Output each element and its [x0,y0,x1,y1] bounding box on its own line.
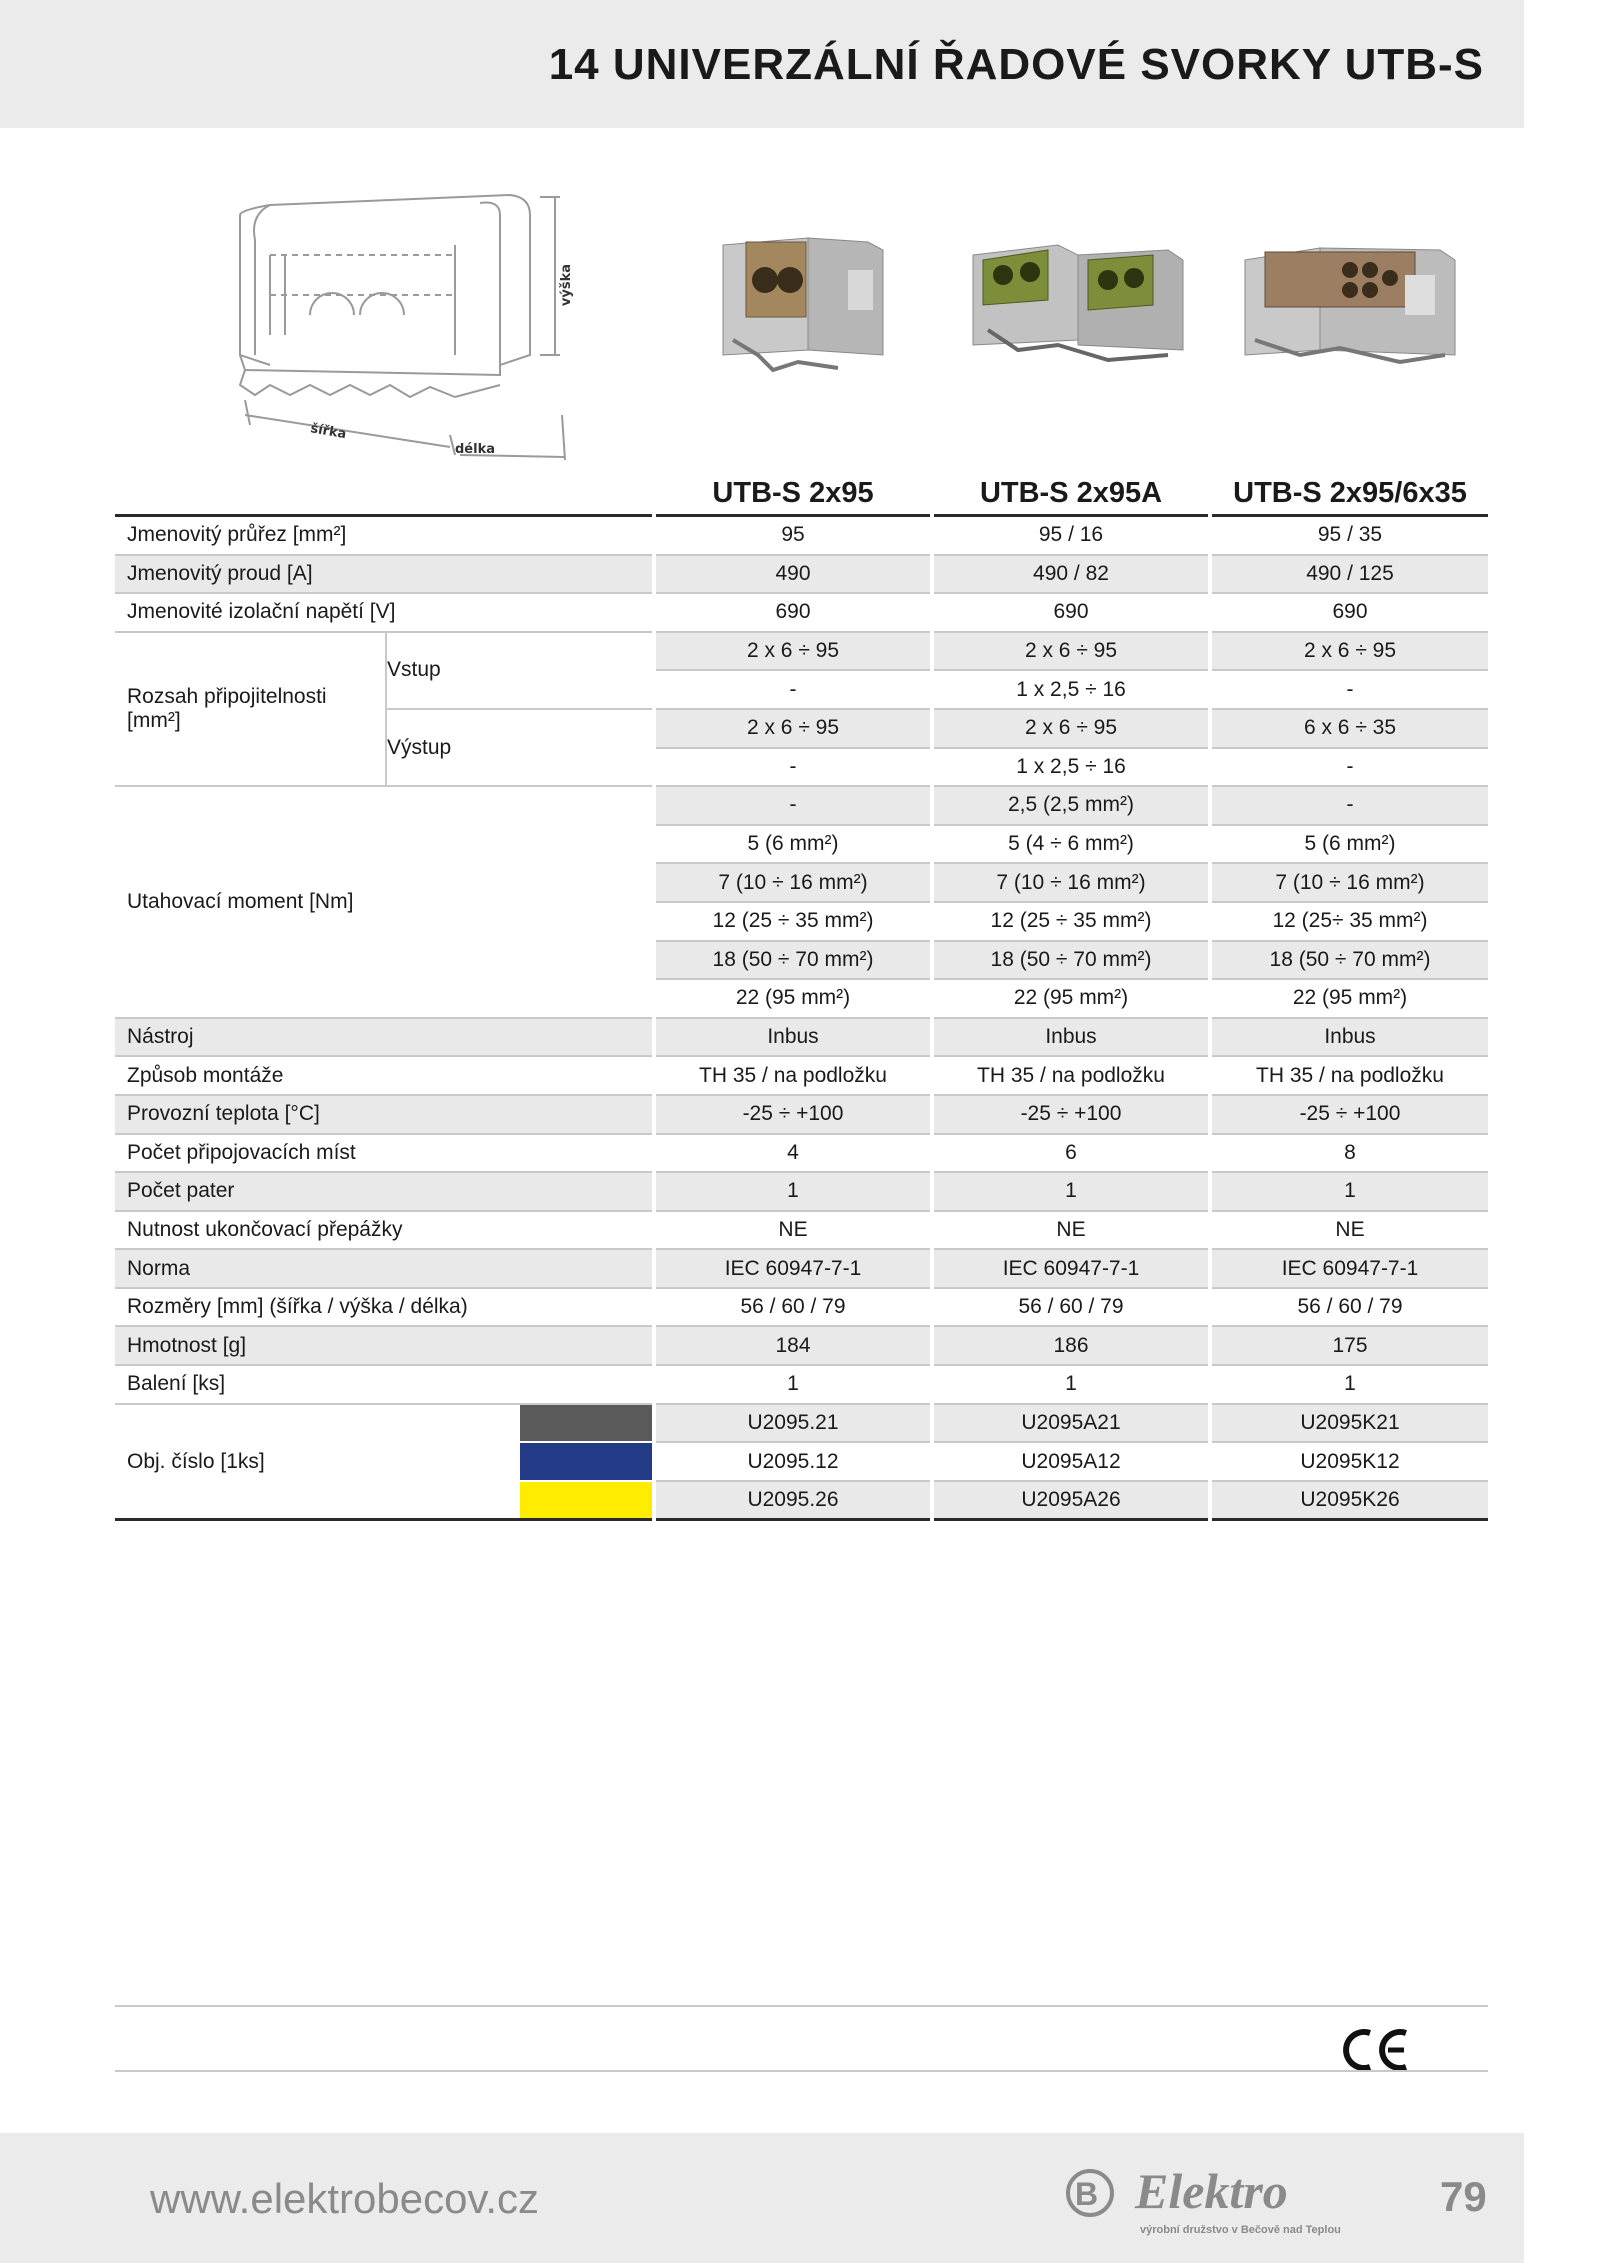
cell: 5 (6 mm²) [1212,826,1488,865]
cell: 5 (4 ÷ 6 mm²) [934,826,1208,865]
row-label: Rozsah připojitelnosti [mm²] [115,633,385,787]
height-label: výška [559,263,574,307]
cell: 22 (95 mm²) [934,980,1208,1019]
page-header [0,0,1524,128]
row-label: Nutnost ukončovací přepážky [115,1212,652,1251]
cell: 6 [934,1135,1208,1174]
cell: IEC 60947-7-1 [656,1250,930,1289]
cell: 1 [934,1173,1208,1212]
cell: TH 35 / na podložku [934,1057,1208,1096]
row-label: Počet připojovacích míst [115,1135,652,1174]
cell: 2,5 (2,5 mm²) [934,787,1208,826]
cell: 22 (95 mm²) [656,980,930,1019]
divider-bottom [115,2070,1488,2072]
product-photo-2x95a [968,230,1198,380]
cell: NE [1212,1212,1488,1251]
color-swatch-gray [520,1405,652,1444]
table-row [115,556,1488,595]
row-label: Balení [ks] [115,1366,652,1405]
product-photo-2x95 [718,230,898,380]
table-row [115,1366,1488,1405]
svg-text:B: B [1075,2176,1099,2212]
cell: U2095K21 [1212,1405,1488,1444]
cell: 56 / 60 / 79 [1212,1289,1488,1328]
table-row [115,1405,1488,1444]
cell: TH 35 / na podložku [1212,1057,1488,1096]
row-label: Jmenovitý proud [A] [115,556,652,595]
cell: 184 [656,1327,930,1366]
cell: 1 [1212,1173,1488,1212]
cell: - [656,749,930,788]
cell: -25 ÷ +100 [1212,1096,1488,1135]
table-row [115,1135,1488,1174]
cell: 4 [656,1135,930,1174]
table-row [115,1250,1488,1289]
cell: 18 (50 ÷ 70 mm²) [934,942,1208,981]
cell: 1 [934,1366,1208,1405]
cell: U2095.12 [656,1443,930,1482]
row-label: Norma [115,1250,652,1289]
page-footer [0,2133,1524,2263]
header-blank [115,470,652,517]
page-title: 14 UNIVERZÁLNÍ ŘADOVÉ SVORKY UTB-S [548,40,1484,89]
cell: 2 x 6 ÷ 95 [934,710,1208,749]
row-label: Počet pater [115,1173,652,1212]
cell: 6 x 6 ÷ 35 [1212,710,1488,749]
product-name: UTB-S 2x95 [656,470,930,517]
table-row [115,1057,1488,1096]
cell: 95 [656,517,930,556]
cell: -25 ÷ +100 [656,1096,930,1135]
cell: 2 x 6 ÷ 95 [656,633,930,672]
row-label: Jmenovitý průřez [mm²] [115,517,652,556]
cell: 1 [656,1173,930,1212]
cell: 2 x 6 ÷ 95 [934,633,1208,672]
cell: 490 [656,556,930,595]
cell: U2095K12 [1212,1443,1488,1482]
color-swatch-yellow [520,1482,652,1522]
cell: - [656,671,930,710]
page-number: 79 [1440,2173,1487,2220]
table-row [115,1173,1488,1212]
cell: 1 x 2,5 ÷ 16 [934,671,1208,710]
cell: U2095K26 [1212,1482,1488,1522]
elektro-logo [1065,2158,1385,2238]
row-label: Provozní teplota [°C] [115,1096,652,1135]
product-photo-2x95-6x35 [1240,230,1460,380]
table-row [115,787,1488,826]
cell: 690 [656,594,930,633]
product-header-row [115,470,1488,517]
cell: 490 / 125 [1212,556,1488,595]
cell: Inbus [1212,1019,1488,1058]
cell: 95 / 16 [934,517,1208,556]
ce-mark-icon [1340,2025,1410,2075]
cell: 1 x 2,5 ÷ 16 [934,749,1208,788]
cell: U2095.26 [656,1482,930,1522]
divider-top [115,2005,1488,2007]
cell: NE [934,1212,1208,1251]
cell: 8 [1212,1135,1488,1174]
row-label: Utahovací moment [Nm] [115,787,652,1019]
cell: U2095.21 [656,1405,930,1444]
row-label: Obj. číslo [1ks] [115,1405,520,1522]
cell: 1 [1212,1366,1488,1405]
cell: 7 (10 ÷ 16 mm²) [1212,864,1488,903]
color-swatch-blue [520,1443,652,1482]
parameters-table [115,470,1488,1521]
cell: 186 [934,1327,1208,1366]
cell: 22 (95 mm²) [1212,980,1488,1019]
cell: 175 [1212,1327,1488,1366]
cell: IEC 60947-7-1 [1212,1250,1488,1289]
sub-label: Výstup [385,710,652,787]
cell: 95 / 35 [1212,517,1488,556]
cell: 1 [656,1366,930,1405]
product-name: UTB-S 2x95A [934,470,1208,517]
dimension-diagram [210,185,590,475]
product-name: UTB-S 2x95/6x35 [1212,470,1488,517]
width-label: šířka [309,421,348,443]
row-label: Způsob montáže [115,1057,652,1096]
cell: Inbus [656,1019,930,1058]
svg-text:výrobní družstvo v Bečově nad: výrobní družstvo v Bečově nad Teplou [1140,2224,1341,2236]
cell: 12 (25 ÷ 35 mm²) [934,903,1208,942]
cell: - [1212,671,1488,710]
cell: -25 ÷ +100 [934,1096,1208,1135]
cell: U2095A12 [934,1443,1208,1482]
cell: 690 [1212,594,1488,633]
cell: 5 (6 mm²) [656,826,930,865]
cell: 18 (50 ÷ 70 mm²) [1212,942,1488,981]
cell: 12 (25÷ 35 mm²) [1212,903,1488,942]
cell: TH 35 / na podložku [656,1057,930,1096]
table-row [115,594,1488,633]
cell: 7 (10 ÷ 16 mm²) [656,864,930,903]
cell: 490 / 82 [934,556,1208,595]
svg-text:Elektro: Elektro [1135,2163,1288,2219]
cell: 18 (50 ÷ 70 mm²) [656,942,930,981]
row-label: Hmotnost [g] [115,1327,652,1366]
cell: - [1212,787,1488,826]
cell: 2 x 6 ÷ 95 [1212,633,1488,672]
length-label: délka [455,442,495,457]
cell: U2095A26 [934,1482,1208,1522]
table-row [115,1019,1488,1058]
cell: Inbus [934,1019,1208,1058]
cell: 12 (25 ÷ 35 mm²) [656,903,930,942]
table-row [115,517,1488,556]
cell: 2 x 6 ÷ 95 [656,710,930,749]
cell: 7 (10 ÷ 16 mm²) [934,864,1208,903]
website-link[interactable]: www.elektrobecov.cz [150,2175,540,2222]
cell: 56 / 60 / 79 [656,1289,930,1328]
cell: NE [656,1212,930,1251]
table-row [115,1327,1488,1366]
cell: - [656,787,930,826]
cell: U2095A21 [934,1405,1208,1444]
row-label: Jmenovité izolační napětí [V] [115,594,652,633]
cell: IEC 60947-7-1 [934,1250,1208,1289]
sub-label: Vstup [385,633,652,710]
cell: 690 [934,594,1208,633]
table-row [115,633,1488,672]
table-row [115,1096,1488,1135]
cell: - [1212,749,1488,788]
cell: 56 / 60 / 79 [934,1289,1208,1328]
row-label: Rozměry [mm] (šířka / výška / délka) [115,1289,652,1328]
row-label: Nástroj [115,1019,652,1058]
table-row [115,1289,1488,1328]
table-row [115,1212,1488,1251]
